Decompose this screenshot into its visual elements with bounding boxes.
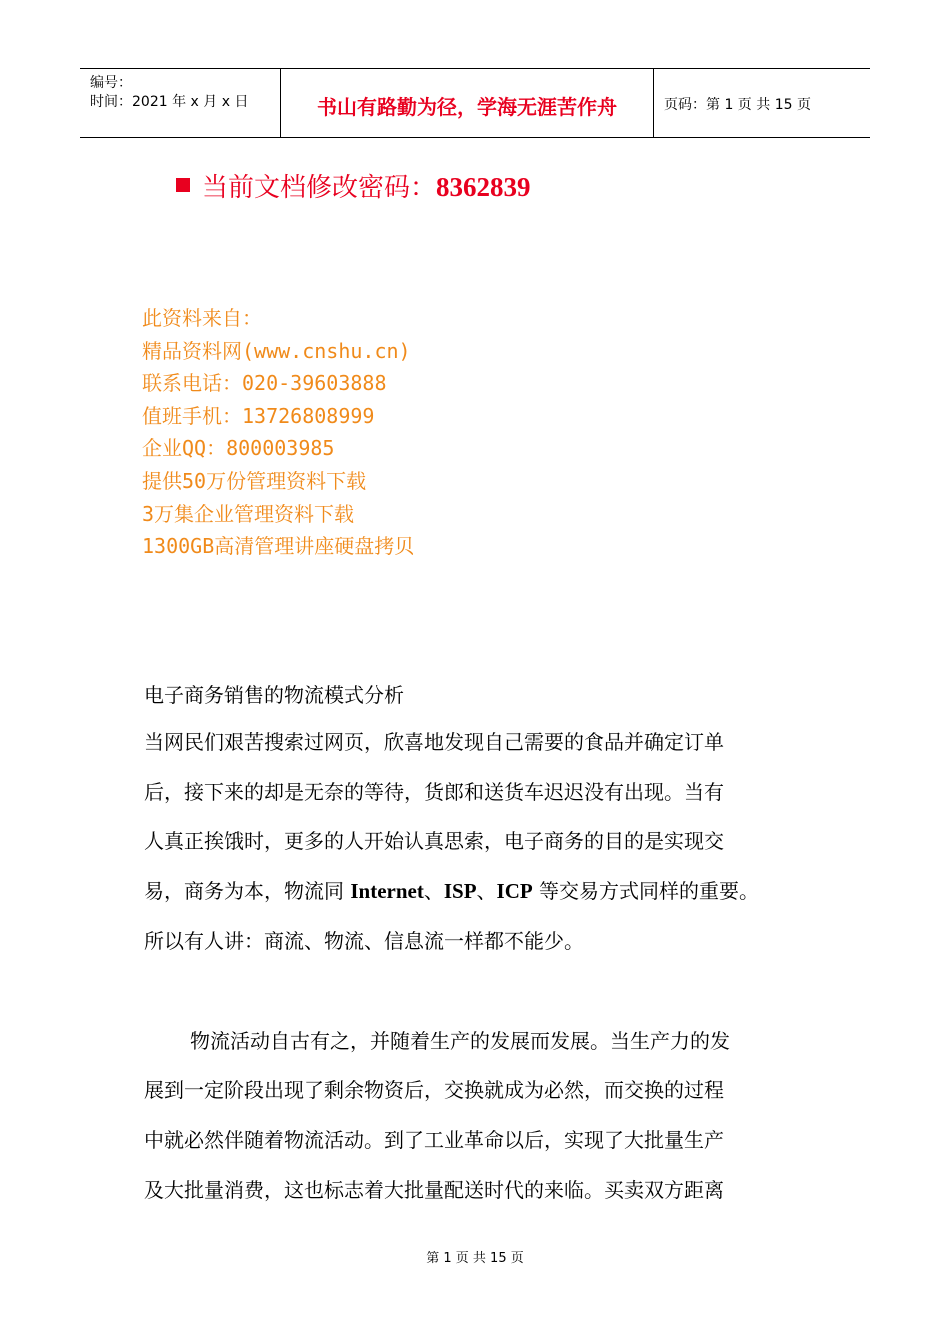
article-title: 电子商务销售的物流模式分析 — [144, 683, 404, 707]
ad-line: 值班手机：13726808999 — [142, 403, 375, 428]
ad-block — [142, 302, 414, 563]
header-page-cell — [654, 69, 870, 137]
ad-line: 3万集企业管理资料下载 — [142, 501, 355, 526]
password-code: 8362839 — [436, 172, 531, 202]
motto: 书山有路勤为径，学海无涯苦作舟 — [317, 95, 617, 119]
paragraph-line: 及大批量消费，这也标志着大批量配送时代的来临。买卖双方距离 — [144, 1177, 724, 1202]
header-motto-cell — [281, 69, 654, 137]
ad-line: 1300GB高清管理讲座硬盘拷贝 — [142, 534, 415, 559]
number-label: 编号： — [90, 75, 132, 91]
ad-line: 此资料来自： — [142, 306, 262, 330]
ad-line: 联系电话：020-39603888 — [142, 371, 387, 396]
page-info: 页码：第 1 页 共 15 页 — [664, 97, 811, 113]
page-header — [80, 68, 870, 138]
paragraph-line: 人真正挨饿时，更多的人开始认真思索，电子商务的目的是实现交 — [144, 829, 724, 854]
header-meta-cell — [80, 69, 281, 137]
text-run: 易，商务为本，物流同 — [144, 879, 351, 904]
term-icp: ICP — [496, 879, 533, 904]
paragraph-line: 后，接下来的却是无奈的等待，货郎和送货车迟迟没有出现。当有 — [144, 779, 724, 804]
paragraph-line — [144, 867, 844, 917]
time-label: 时间：2021 年 x 月 x 日 — [90, 94, 249, 110]
text-run: 、 — [476, 879, 497, 904]
term-internet: Internet — [350, 879, 424, 904]
password-label: 当前文档修改密码： — [202, 173, 437, 203]
ad-line: 精品资料网(www.cnshu.cn) — [142, 338, 411, 363]
paragraph-line: 当网民们艰苦搜索过网页，欣喜地发现自己需要的食品并确定订单 — [144, 730, 724, 754]
paragraph-line: 展到一定阶段出现了剩余物资后，交换就成为必然，而交换的过程 — [144, 1078, 724, 1103]
ad-line: 提供50万份管理资料下载 — [142, 468, 367, 493]
square-bullet-icon — [176, 178, 190, 192]
password-notice — [176, 167, 531, 204]
paragraph-line: 物流活动自古有之，并随着生产的发展而发展。当生产力的发 — [190, 1028, 730, 1053]
text-run: 、 — [423, 879, 444, 904]
term-isp: ISP — [443, 879, 477, 904]
paragraph-line: 中就必然伴随着物流活动。到了工业革命以后，实现了大批量生产 — [144, 1127, 724, 1152]
article-body — [144, 680, 844, 1215]
paragraph-line: 所以有人讲：商流、物流、信息流一样都不能少。 — [144, 928, 584, 953]
page-footer: 第 1 页 共 15 页 — [426, 1251, 524, 1266]
text-run: 等交易方式同样的重要。 — [532, 879, 760, 904]
ad-line: 企业QQ：800003985 — [142, 436, 335, 461]
